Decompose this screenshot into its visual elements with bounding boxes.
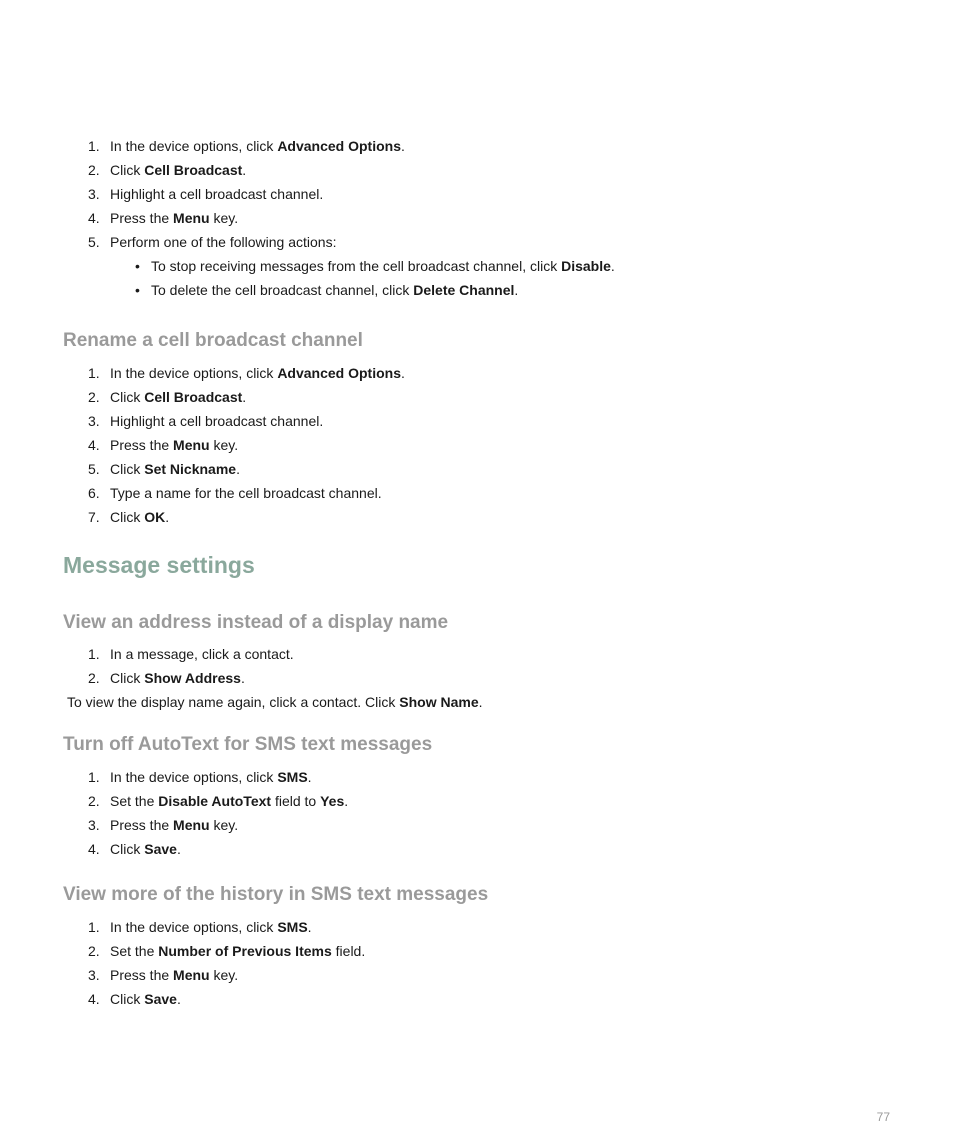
step-ui-term: SMS: [277, 769, 308, 785]
view-address-note: [67, 690, 483, 714]
step-number: 2.: [88, 793, 100, 809]
step-item: [0, 158, 954, 182]
step-text: Click: [110, 670, 145, 686]
step-number: 2.: [88, 162, 100, 178]
step-number: 4.: [88, 210, 100, 226]
step-text: Press the: [110, 967, 174, 983]
step-number: 6.: [88, 485, 100, 501]
step-text: Set the: [110, 943, 159, 959]
top-steps-block: [0, 134, 954, 302]
step-ui-term: Menu: [173, 210, 210, 226]
step-text-end: .: [307, 769, 312, 785]
step-ui-term: Yes: [320, 793, 345, 809]
note-bold: Show Name: [399, 694, 479, 710]
step-text-end: key.: [209, 437, 239, 453]
step-text-end: .: [401, 138, 405, 154]
note-post: .: [478, 694, 483, 710]
step-text-end: .: [236, 461, 240, 477]
step-text-end: .: [242, 389, 247, 405]
rename-steps-block: [0, 361, 954, 529]
step-text-end: key.: [209, 967, 239, 983]
rename-heading: Rename a cell broadcast channel: [63, 330, 363, 351]
step-text: Press the: [110, 210, 174, 226]
step-item: [0, 642, 954, 666]
step-text: Highlight a cell broadcast channel.: [110, 413, 324, 429]
step-text: In a message, click a contact.: [110, 646, 294, 662]
page-number: 77: [876, 1110, 890, 1124]
step-ui-term: Menu: [173, 437, 210, 453]
step-number: 7.: [88, 509, 100, 525]
step-item: [0, 963, 954, 987]
view-address-steps-list: [0, 642, 954, 690]
step-text-end: key.: [209, 210, 239, 226]
bullet-item: [0, 254, 954, 278]
step-item: [0, 813, 954, 837]
bullet-text-end: .: [610, 258, 615, 274]
top-bullets-list: [0, 254, 954, 302]
step-item: [0, 915, 954, 939]
step-number: 1.: [88, 919, 100, 935]
step-text-end: .: [240, 670, 245, 686]
step-ui-term: Disable AutoText: [158, 793, 272, 809]
step-ui-term: Cell Broadcast: [144, 162, 243, 178]
step-text: Click: [110, 389, 145, 405]
step-number: 4.: [88, 991, 100, 1007]
bullet-text: To delete the cell broadcast channel, click: [151, 282, 414, 298]
step-text: Set the: [110, 793, 159, 809]
step-text: Press the: [110, 437, 174, 453]
step-item: [0, 939, 954, 963]
step-number: 1.: [88, 365, 100, 381]
step-number: 2.: [88, 389, 100, 405]
step-text: Type a name for the cell broadcast channel.: [110, 485, 382, 501]
step-item: [0, 837, 954, 861]
step-item: [0, 765, 954, 789]
step-item: [0, 134, 954, 158]
step-number: 3.: [88, 817, 100, 833]
step-text: Perform one of the following actions:: [110, 234, 337, 250]
step-item: [0, 505, 954, 529]
step-number: 1.: [88, 646, 100, 662]
step-ui-term: Advanced Options: [277, 138, 401, 154]
step-text: Click: [110, 841, 145, 857]
step-text: Click: [110, 509, 145, 525]
bullet-text-end: .: [514, 282, 519, 298]
step-number: 3.: [88, 186, 100, 202]
step-ui-term: Save: [144, 841, 177, 857]
step-item: [0, 987, 954, 1011]
step-ui-term: Menu: [173, 967, 210, 983]
step-item: [0, 230, 954, 254]
step-text-end: field.: [331, 943, 366, 959]
note-text: To view the display name again, click a contact. Click: [67, 694, 400, 710]
step-ui-term: Show Address: [144, 670, 241, 686]
step-text: In the device options, click: [110, 365, 278, 381]
history-heading: View more of the history in SMS text messages: [63, 884, 489, 905]
step-text-end: .: [242, 162, 247, 178]
rename-steps-list: [0, 361, 954, 529]
step-number: 3.: [88, 967, 100, 983]
step-ui-term: SMS: [277, 919, 308, 935]
step-ui-term: Cell Broadcast: [144, 389, 243, 405]
bullet-ui-term: Delete Channel: [413, 282, 515, 298]
step-ui-term: OK: [144, 509, 166, 525]
step-number: 5.: [88, 234, 100, 250]
step-item: [0, 361, 954, 385]
step-number: 5.: [88, 461, 100, 477]
step-item: [0, 481, 954, 505]
step-text-end: .: [165, 509, 170, 525]
step-ui-term: Set Nickname: [144, 461, 237, 477]
step-text: In the device options, click: [110, 138, 278, 154]
autotext-heading: Turn off AutoText for SMS text messages: [63, 734, 433, 755]
step-number: 2.: [88, 943, 100, 959]
step-text: Click: [110, 991, 145, 1007]
step-number: 1.: [88, 138, 100, 154]
step-ui-term: Number of Previous Items: [158, 943, 332, 959]
step-text-end: field to: [271, 793, 321, 809]
view-address-heading: View an address instead of a display name: [63, 612, 449, 633]
step-text: Click: [110, 162, 145, 178]
step-item: [0, 409, 954, 433]
step-number: 4.: [88, 437, 100, 453]
step-ui-term: Menu: [173, 817, 210, 833]
step-item: [0, 457, 954, 481]
autotext-steps-list: [0, 765, 954, 861]
bullet-item: [0, 278, 954, 302]
step-ui-term: Advanced Options: [277, 365, 401, 381]
step-text: Highlight a cell broadcast channel.: [110, 186, 324, 202]
step-number: 2.: [88, 670, 100, 686]
step-item: [0, 182, 954, 206]
message-settings-heading: Message settings: [63, 552, 255, 578]
bullet-ui-term: Disable: [561, 258, 611, 274]
step-item: [0, 666, 954, 690]
step-item: [0, 789, 954, 813]
step-text: In the device options, click: [110, 919, 278, 935]
bullet-icon: •: [135, 282, 140, 298]
step-text: In the device options, click: [110, 769, 278, 785]
autotext-steps-block: [0, 765, 954, 861]
step-number: 1.: [88, 769, 100, 785]
step-text-end: .: [176, 841, 181, 857]
step-text-end: .: [344, 793, 349, 809]
view-address-steps-block: [0, 642, 954, 690]
step-text-end: .: [401, 365, 405, 381]
step-item: [0, 206, 954, 230]
step-text: Click: [110, 461, 145, 477]
bullet-text: To stop receiving messages from the cell broadcast channel, click: [151, 258, 562, 274]
step-text-end: key.: [209, 817, 239, 833]
step-number: 3.: [88, 413, 100, 429]
bullet-icon: •: [135, 258, 140, 274]
history-steps-block: [0, 915, 954, 1011]
history-steps-list: [0, 915, 954, 1011]
step-number: 4.: [88, 841, 100, 857]
step-item: [0, 385, 954, 409]
step-text-end: .: [176, 991, 181, 1007]
step-text: Press the: [110, 817, 174, 833]
step-item: [0, 433, 954, 457]
step-ui-term: Save: [144, 991, 177, 1007]
step-text-end: .: [307, 919, 312, 935]
top-steps-list: [0, 134, 954, 254]
